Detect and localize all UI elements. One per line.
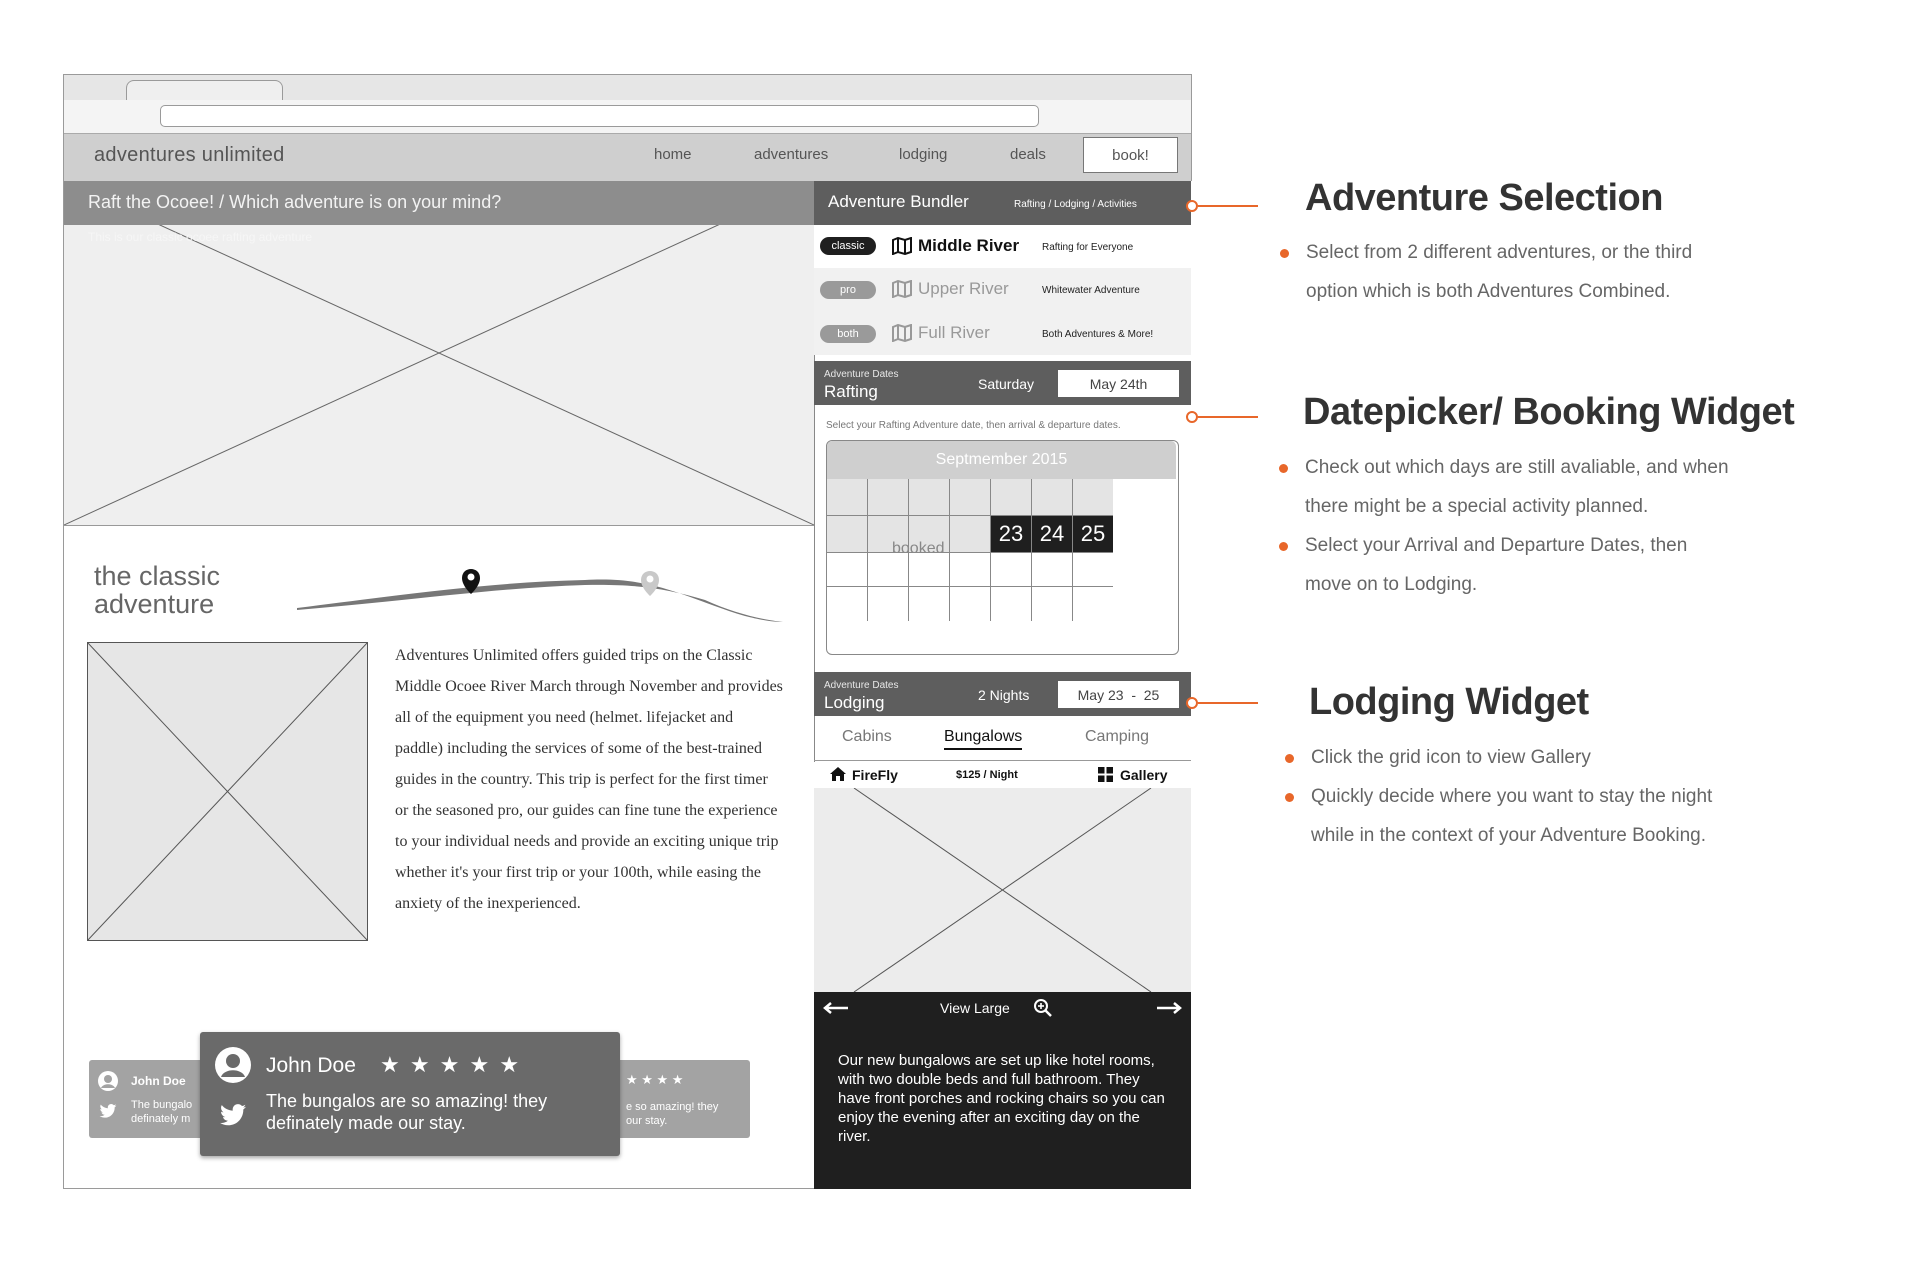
calendar-day-cell[interactable] (1073, 587, 1113, 621)
calendar-day-cell[interactable] (868, 587, 909, 621)
calendar-day-selected[interactable]: 25 (1073, 516, 1113, 553)
testimonial-card-next[interactable] (610, 1060, 750, 1138)
calendar-day-cell[interactable] (950, 479, 991, 516)
map-icon (892, 237, 912, 255)
calendar-day-cell[interactable] (827, 553, 868, 587)
book-button[interactable]: book! (1083, 137, 1178, 173)
river-route-graphic (295, 558, 785, 628)
star-rating: ★ ★ ★ ★ (626, 1072, 684, 1087)
rafting-date-field[interactable]: May 24th (1058, 370, 1179, 397)
tab-cabins[interactable]: Cabins (842, 728, 892, 745)
testimonial-quote (266, 1090, 547, 1134)
bullet-line: Select your Arrival and Departure Dates, then (1305, 535, 1688, 556)
placeholder-cross-icon (814, 788, 1191, 992)
calendar-day-cell[interactable] (909, 479, 950, 516)
annotation-line (1198, 702, 1258, 704)
placeholder-cross-icon (87, 642, 368, 941)
map-icon (892, 324, 912, 342)
twitter-icon (99, 1104, 117, 1118)
quote-line: definately made our stay. (266, 1113, 466, 1133)
article-image-placeholder (87, 642, 368, 941)
property-name: FireFly (852, 767, 898, 783)
annotation-title-lodging: Lodging Widget (1309, 681, 1589, 723)
nav-deals[interactable]: deals (1010, 146, 1046, 163)
site-logo[interactable]: adventures unlimited (94, 144, 285, 166)
adventure-option-pro[interactable] (814, 268, 1191, 311)
snippet-line: our stay. (626, 1115, 668, 1127)
annotation-bullet (1305, 448, 1805, 526)
browser-tab[interactable] (126, 80, 283, 102)
calendar-day-cell[interactable] (1032, 479, 1073, 516)
calendar-day-cell[interactable] (950, 553, 991, 587)
adventure-desc: Both Adventures & More! (1042, 329, 1154, 340)
bullet-line: while in the context of your Adventure Booking. (1311, 825, 1707, 846)
gallery-link[interactable]: Gallery (1120, 767, 1168, 783)
hero-caption: This is our classic ocoee rafting adventure (88, 230, 313, 244)
map-icon (892, 280, 912, 298)
lodging-photo-placeholder[interactable] (814, 788, 1191, 992)
section-heading (94, 562, 220, 618)
lodging-description: Our new bungalows are set up like hotel rooms, with two double beds and full bathroom. They have front porches and rocking chairs so you can enjoy the evening after an exciting day on the river. (838, 1052, 1165, 1145)
grid-icon[interactable] (1098, 767, 1113, 782)
calendar-day-cell[interactable] (1073, 479, 1113, 516)
calendar-day-cell[interactable] (991, 553, 1032, 587)
adventure-name: Upper River (918, 279, 1009, 298)
tab-camping[interactable]: Camping (1085, 728, 1150, 745)
annotation-bullet (1306, 233, 1806, 311)
rafting-small-label: Adventure Dates (824, 369, 899, 380)
tag-pro: pro (820, 281, 876, 299)
calendar-day-cell[interactable] (909, 587, 950, 621)
calendar-day-cell[interactable] (868, 553, 909, 587)
calendar-day-cell[interactable] (827, 479, 868, 516)
lodging-small-label: Adventure Dates (824, 680, 899, 691)
rafting-day: Saturday (978, 376, 1035, 392)
calendar-day-cell[interactable] (1032, 553, 1073, 587)
nav-lodging[interactable]: lodging (899, 146, 948, 163)
arrow-right-icon[interactable] (1157, 1002, 1183, 1014)
user-avatar-icon (214, 1046, 252, 1084)
tag-classic: classic (820, 237, 876, 255)
testimonial-card[interactable] (200, 1032, 620, 1156)
calendar-day-cell[interactable] (909, 553, 950, 587)
user-avatar-icon (97, 1070, 119, 1092)
annotation-marker (1186, 697, 1198, 709)
calendar-day-cell[interactable] (1073, 553, 1113, 587)
tag-both: both (820, 325, 876, 343)
annotation-bullet (1311, 738, 1811, 777)
lodging-title: Lodging (824, 693, 885, 712)
bullet-line: there might be a special activity planned. (1305, 496, 1649, 517)
testimonial-name: John Doe (266, 1054, 356, 1077)
view-large-link[interactable]: View Large (940, 1000, 1010, 1016)
calendar-day-cell[interactable] (991, 587, 1032, 621)
rafting-title: Rafting (824, 382, 878, 401)
adventure-desc: Whitewater Adventure (1042, 285, 1140, 296)
calendar-day-cell[interactable] (950, 587, 991, 621)
rafting-instruction: Select your Rafting Adventure date, then arrival & departure dates. (826, 420, 1121, 431)
calendar-day-cell[interactable] (1032, 587, 1073, 621)
bullet-line: move on to Lodging. (1305, 574, 1478, 595)
annotation-title-selection: Adventure Selection (1305, 177, 1663, 219)
calendar-day-cell[interactable] (991, 479, 1032, 516)
annotation-line (1198, 416, 1258, 418)
bundler-title: Adventure Bundler (828, 192, 969, 211)
bundler-subtitle: Rafting / Lodging / Activities (1014, 199, 1137, 210)
calendar-day-selected[interactable]: 23 (991, 516, 1032, 553)
snippet-line: The bungalo (131, 1099, 193, 1111)
adventure-option-classic[interactable] (814, 225, 1191, 268)
quote-line: The bungalos are so amazing! they (266, 1091, 548, 1111)
calendar-month: Septmember 2015 (935, 451, 1068, 468)
heading-line-2: adventure (94, 589, 215, 619)
testimonial-name: John Doe (131, 1074, 186, 1088)
home-icon (829, 766, 847, 782)
tab-bungalows[interactable]: Bungalows (944, 728, 1022, 750)
bullet-line: Check out which days are still avaliable, and when (1305, 457, 1729, 478)
bullet-line: option which is both Adventures Combined. (1306, 281, 1671, 302)
calendar-day-selected[interactable]: 24 (1032, 516, 1073, 553)
nav-adventures[interactable]: adventures (754, 146, 829, 163)
adventure-option-both[interactable] (814, 311, 1191, 355)
testimonial-snippet (626, 1100, 718, 1128)
calendar-day-cell[interactable] (827, 516, 868, 553)
annotation-line (1198, 205, 1258, 207)
bullet-line: Select from 2 different adventures, or the third (1306, 242, 1693, 263)
tabs-divider (814, 760, 1191, 761)
hero-title: Raft the Ocoee! / Which adventure is on your mind? (88, 192, 502, 212)
nav-home[interactable]: home (654, 146, 692, 163)
calendar-day-cell[interactable] (868, 479, 909, 516)
calendar-day-cell[interactable] (950, 516, 991, 553)
snippet-line: e so amazing! they (626, 1101, 719, 1113)
bullet-line: Quickly decide where you want to stay the night (1311, 786, 1713, 807)
testimonial-card-prev[interactable] (89, 1060, 207, 1138)
snippet-line: definately m (131, 1113, 191, 1125)
annotation-title-datepicker: Datepicker/ Booking Widget (1303, 391, 1795, 433)
lodging-nights: 2 Nights (978, 687, 1030, 703)
annotation-bullet (1305, 526, 1805, 604)
address-bar[interactable] (160, 105, 1039, 127)
calendar-day-cell[interactable] (827, 587, 868, 621)
annotation-marker (1186, 200, 1198, 212)
bullet-line: Click the grid icon to view Gallery (1311, 747, 1591, 768)
heading-line-1: the classic (94, 561, 221, 591)
arrow-left-icon[interactable] (822, 1002, 848, 1014)
booked-label: booked (892, 540, 945, 557)
adventure-name: Middle River (918, 236, 1020, 255)
lodging-date-range-field[interactable]: May 23 - 25 (1058, 681, 1179, 708)
adventure-name: Full River (918, 323, 990, 342)
zoom-in-icon[interactable] (1033, 998, 1053, 1018)
adventure-desc: Rafting for Everyone (1042, 242, 1134, 253)
property-price: $125 / Night (956, 769, 1018, 781)
annotation-bullet (1311, 777, 1811, 855)
article-body: Adventures Unlimited offers guided trips on the Classic Middle Ocoee River March through November and provides all of the equipment you need (helmet. lifejacket and paddle) including the services of some of the best-trained guides in the country. This trip is perfect for the first timer or the seasoned pro, our guides can fine tune the experience to your individual needs and provide an exciting unique trip whether it's your first trip or your 100th, while easing the anxiety of the inexperienced. (395, 647, 783, 912)
star-rating: ★ ★ ★ ★ ★ (380, 1052, 522, 1077)
twitter-icon (220, 1104, 246, 1126)
testimonial-snippet (131, 1098, 192, 1126)
end-pin-icon[interactable] (641, 571, 659, 596)
annotation-marker (1186, 411, 1198, 423)
